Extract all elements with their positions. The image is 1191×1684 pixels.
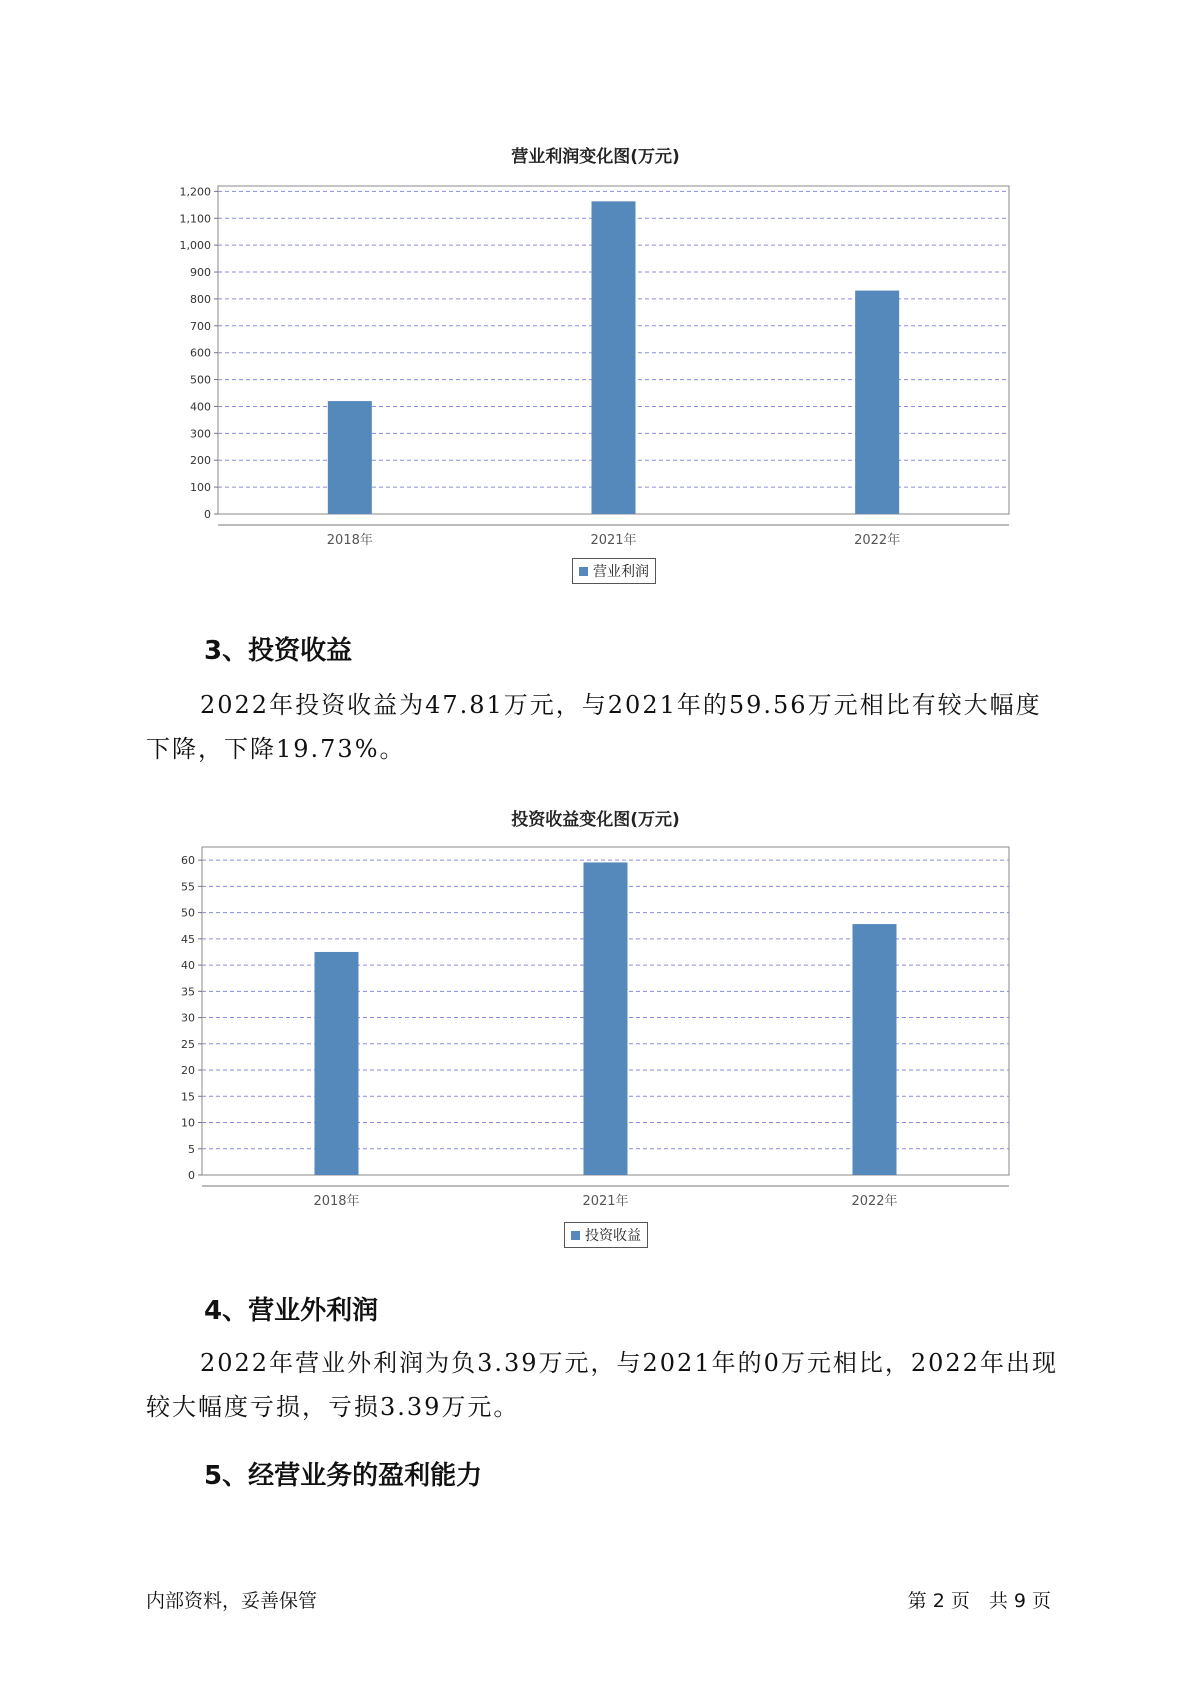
y-tick-label: 900 bbox=[190, 266, 211, 280]
y-tick-label: 20 bbox=[181, 1064, 195, 1078]
legend-label: 投资收益 bbox=[585, 1228, 641, 1244]
y-tick-label: 15 bbox=[181, 1090, 195, 1104]
y-tick-label: 1,100 bbox=[179, 212, 211, 226]
bar bbox=[853, 924, 897, 1175]
y-tick-label: 40 bbox=[181, 959, 195, 973]
y-tick-label: 5 bbox=[188, 1142, 195, 1156]
y-tick-label: 200 bbox=[190, 454, 211, 468]
legend-swatch bbox=[571, 1231, 580, 1240]
y-tick-label: 10 bbox=[181, 1116, 195, 1130]
section-heading-investment-income: 3、投资收益 bbox=[204, 636, 353, 666]
legend-label: 营业利润 bbox=[593, 564, 649, 580]
x-tick-label: 2022年 bbox=[851, 1194, 898, 1209]
y-tick-label: 700 bbox=[190, 319, 211, 333]
y-tick-label: 25 bbox=[181, 1037, 195, 1051]
y-tick-label: 800 bbox=[190, 292, 211, 306]
y-tick-label: 50 bbox=[181, 906, 195, 920]
y-tick-label: 1,200 bbox=[179, 185, 211, 199]
x-tick-label: 2021年 bbox=[590, 533, 637, 548]
bar bbox=[584, 862, 628, 1175]
bar bbox=[315, 952, 359, 1175]
x-tick-label: 2018年 bbox=[313, 1194, 360, 1209]
x-tick-label: 2022年 bbox=[854, 533, 901, 548]
section-paragraph-non-operating-profit: 2022年营业外利润为负3.39万元，与2021年的0万元相比，2022年出现较大幅度亏损，亏损3.39万元。 bbox=[146, 1349, 1058, 1421]
y-tick-label: 400 bbox=[190, 400, 211, 414]
y-tick-label: 45 bbox=[181, 932, 195, 946]
section-heading-non-operating-profit: 4、营业外利润 bbox=[204, 1296, 379, 1326]
y-tick-label: 100 bbox=[190, 481, 211, 495]
chart-title: 投资收益变化图(万元) bbox=[511, 810, 680, 830]
y-tick-label: 300 bbox=[190, 427, 211, 441]
y-tick-label: 0 bbox=[204, 508, 211, 521]
y-tick-label: 500 bbox=[190, 373, 211, 387]
x-tick-label: 2021年 bbox=[582, 1194, 629, 1209]
y-tick-label: 55 bbox=[181, 880, 195, 894]
section-paragraph-investment-income: 2022年投资收益为47.81万元，与2021年的59.56万元相比有较大幅度下降，下降19.73%。 bbox=[146, 691, 1042, 763]
x-tick-label: 2018年 bbox=[326, 533, 373, 548]
y-tick-label: 30 bbox=[181, 1011, 195, 1025]
y-tick-label: 1,000 bbox=[179, 239, 211, 253]
section-heading-business-profitability: 5、经营业务的盈利能力 bbox=[204, 1461, 483, 1491]
footer-confidential-note: 内部资料，妥善保管 bbox=[146, 1590, 318, 1612]
footer-page-number: 第 2 页 共 9 页 bbox=[907, 1590, 1051, 1612]
chart-title: 营业利润变化图(万元) bbox=[511, 147, 680, 167]
y-tick-label: 60 bbox=[181, 854, 195, 868]
y-tick-label: 0 bbox=[188, 1169, 195, 1182]
chart-legend bbox=[564, 1222, 648, 1248]
y-tick-label: 35 bbox=[181, 985, 195, 999]
y-tick-label: 600 bbox=[190, 346, 211, 360]
